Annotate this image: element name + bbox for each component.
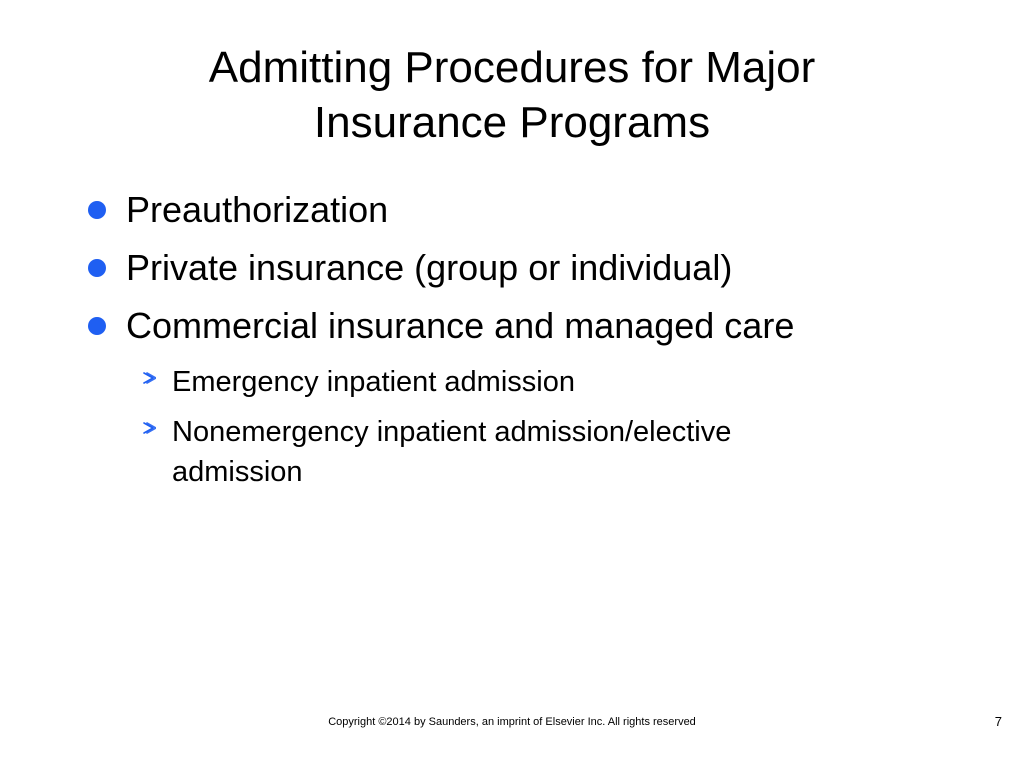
bullet-text: Commercial insurance and managed care bbox=[126, 305, 795, 346]
subbullet-text: Emergency inpatient admission bbox=[172, 366, 575, 398]
bullet-item-commercial-insurance bbox=[88, 306, 908, 346]
title-line-1: Admitting Procedures for Major bbox=[208, 43, 816, 92]
arrow-right-icon bbox=[140, 417, 158, 439]
bullet-item-private-insurance bbox=[88, 248, 908, 288]
subbullet-item-nonemergency-admission bbox=[140, 412, 860, 492]
page-number: 7 bbox=[994, 714, 1002, 729]
bullet-icon bbox=[88, 317, 106, 335]
arrow-right-icon bbox=[142, 371, 156, 385]
bullet-text: Private insurance (group or individual) bbox=[126, 247, 733, 288]
bullet-text: Preauthorization bbox=[126, 189, 389, 230]
title-line-2: Insurance Programs bbox=[313, 98, 711, 147]
arrow-right-icon bbox=[140, 367, 158, 389]
bullet-icon bbox=[88, 201, 106, 219]
slide-footer bbox=[0, 715, 1024, 745]
bullet-item-preauthorization bbox=[88, 190, 908, 230]
arrow-right-icon bbox=[142, 421, 156, 435]
subbullet-text: Nonemergency inpatient admission/elective admission bbox=[172, 416, 732, 488]
bullet-icon bbox=[88, 259, 106, 277]
copyright-text: Copyright ©2014 by Saunders, an imprint of Elsevier Inc. All rights reserved bbox=[328, 716, 696, 728]
subbullet-item-emergency-admission bbox=[140, 362, 860, 402]
